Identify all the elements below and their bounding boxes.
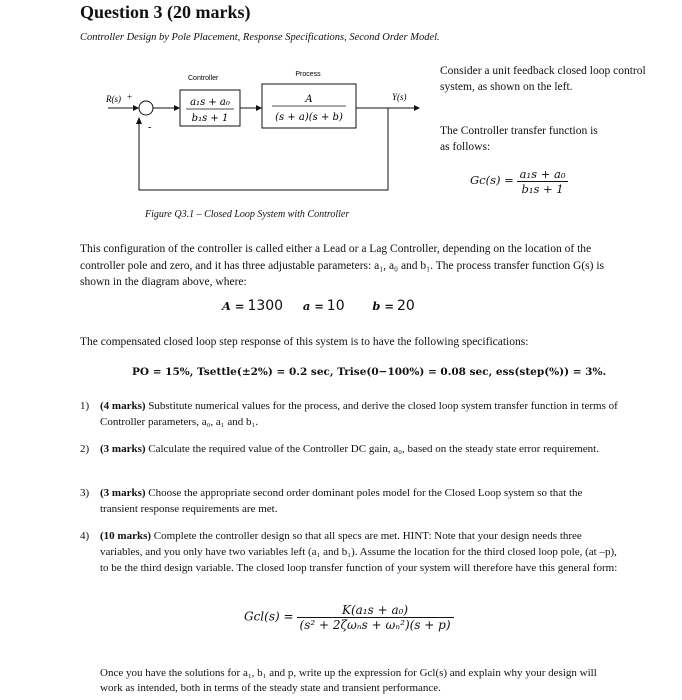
param-a-label: a = — [302, 299, 324, 313]
gcl-fraction — [297, 603, 454, 632]
input-label: R(s) — [106, 94, 121, 104]
question-subtitle: Controller Design by Pole Placement, Response Specifications, Second Order Model. — [80, 32, 440, 43]
list-item — [80, 528, 620, 594]
list-item — [80, 485, 620, 519]
item-body: Calculate the required value of the Controller DC gain, a₀, based on the steady state error requirement. — [145, 443, 599, 455]
param-a-value: 10 — [326, 298, 345, 314]
item-marks: (4 marks) — [100, 400, 146, 412]
list-item — [80, 398, 620, 432]
minus-sign: - — [148, 122, 152, 133]
gcl-equation — [244, 603, 454, 632]
gcl-numerator: K(a₁s + a₀) — [341, 603, 409, 617]
item-marks: (3 marks) — [100, 443, 146, 455]
list-item — [80, 441, 620, 475]
controller-label: Controller — [188, 75, 219, 82]
gc-lhs: Gc(s) = — [470, 173, 514, 188]
specs-line: PO = 15%, Tsettle(±2%) = 0.2 sec, Trise(0−100%) = 0.08 sec, ess(step(%)) = 3%. — [132, 366, 607, 378]
item-text — [100, 398, 620, 430]
output-arrowhead — [414, 105, 420, 111]
controller-arrowhead — [174, 105, 180, 111]
figure-caption: Figure Q3.1 – Closed Loop System with Controller — [145, 209, 350, 220]
controller-denominator: b₁s + 1 — [191, 113, 229, 124]
item-text — [100, 485, 620, 517]
plus-sign: + — [127, 92, 133, 102]
controller-numerator: a₁s + a₀ — [190, 97, 230, 108]
specs-intro: The compensated closed loop step response of this system is to have the following specifications: — [80, 336, 529, 348]
gc-equation — [470, 167, 568, 196]
item-text — [100, 528, 620, 576]
input-arrowhead — [133, 105, 139, 111]
feedback-arrowhead — [136, 117, 142, 124]
item-number: 2) — [80, 443, 90, 455]
side-intro: Consider a unit feedback closed loop control system, as shown on the left. — [440, 65, 646, 93]
gcl-lhs: Gcl(s) = — [244, 609, 294, 624]
param-A-value: 1300 — [247, 298, 284, 314]
item-body: Choose the appropriate second order dominant poles model for the Closed Loop system so that the transient response requirements are met. — [100, 487, 583, 515]
param-b-label: b = — [372, 299, 395, 313]
gc-fraction — [517, 167, 569, 196]
gc-denominator: b₁s + 1 — [517, 181, 569, 196]
closing-paragraph: Once you have the solutions for a₁, b₁ and p, write up the expression for Gcl(s) and explain why your design will work as intended, both in terms of the steady state and transient performance. — [100, 667, 597, 694]
intro-paragraph: This configuration of the controller is called either a Lead or a Lag Controller, depending on the location of the controller pole and zero, and it has three adjustable parameters: a₁, a₀ and b₁. The process transfer function G(s) is shown in the diagram above, where: — [80, 243, 605, 288]
item-number: 1) — [80, 400, 90, 412]
gcl-denominator: (s² + 2ζωₙs + ωₙ²)(s + p) — [297, 617, 454, 632]
item-text — [100, 441, 620, 457]
item-body: Complete the controller design so that all specs are met. HINT: Note that your design needs three variables, and you only have two variables left (a₁ and b₁). Assume the location for the third closed loop pole, (at –p), to be the third design variable. The closed loop transfer function of your system will therefore have this general form: — [100, 530, 618, 574]
output-label: Y(s) — [392, 92, 407, 102]
question-title: Question 3 (20 marks) — [80, 2, 251, 22]
item-number: 4) — [80, 530, 90, 542]
item-number: 3) — [80, 487, 90, 499]
item-marks: (10 marks) — [100, 530, 152, 542]
process-numerator: A — [305, 94, 313, 105]
parameter-values — [222, 298, 415, 314]
param-A-label: A = — [222, 299, 245, 313]
process-arrowhead — [256, 105, 262, 111]
side-controller-desc: The Controller transfer function is as follows: — [440, 125, 598, 153]
item-body: Substitute numerical values for the process, and derive the closed loop system transfer function in terms of Controller parameters, a₀, a₁ and b₁. — [100, 400, 618, 428]
summing-junction — [139, 101, 153, 115]
gc-numerator: a₁s + a₀ — [519, 167, 566, 181]
process-denominator: (s + a)(s + b) — [275, 112, 343, 123]
process-label: Process — [295, 71, 321, 78]
param-b-value: 20 — [396, 298, 415, 314]
block-diagram — [96, 60, 426, 200]
item-marks: (3 marks) — [100, 487, 146, 499]
